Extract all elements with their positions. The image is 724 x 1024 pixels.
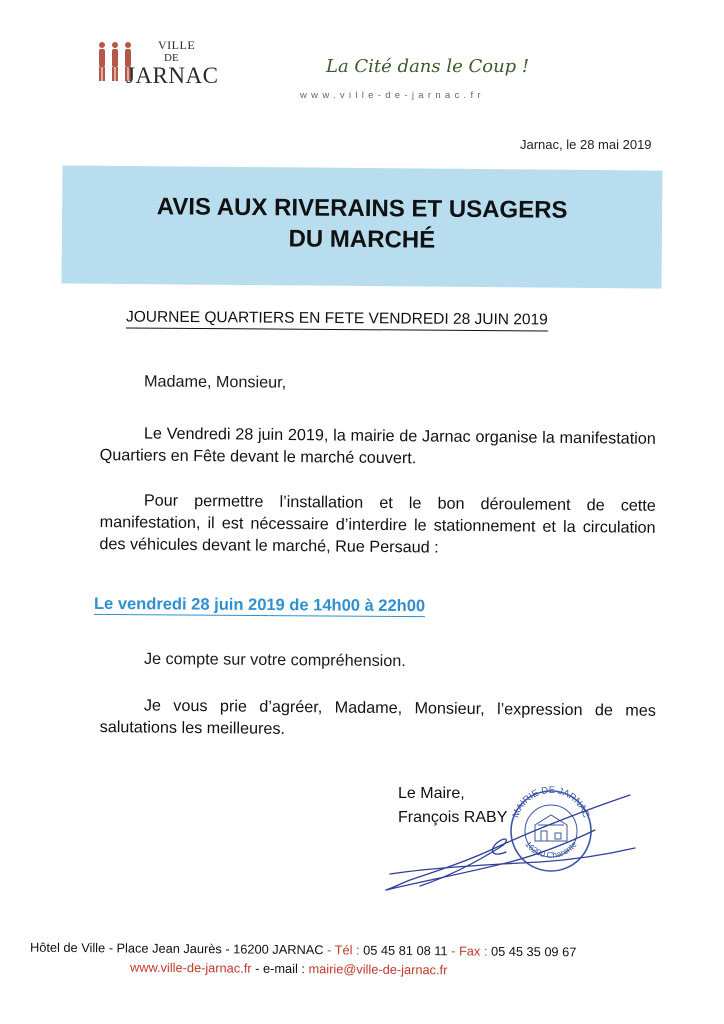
jarnac-logo: [96, 38, 236, 98]
stamp-bottom-text: 16200 Charente: [523, 839, 579, 860]
paragraph-2-block: [99, 489, 656, 561]
notice-title: [62, 190, 663, 257]
logo-de-text: DE: [164, 52, 179, 64]
footer-contact-line: Hôtel de Ville - Place Jean Jaurès - 16200 JARNAC - Tél : 05 45 81 08 11 - Fax : 05 45 35 09 67: [29, 939, 577, 960]
paragraph-4-block: [100, 694, 656, 744]
footer-fax-label: Fax :: [458, 943, 488, 959]
footer-email-link[interactable]: mairie@ville-de-jarnac.fr: [308, 961, 448, 978]
footer-tel: 05 45 81 08 11: [363, 942, 448, 959]
paragraph-2: Pour permettre l’installation et le bon déroulement de cette manifestation, il est nécessaire d’interdire le stationnement et la circulation des véhicules devant le marché, Rue Persaud :: [99, 491, 656, 557]
notice-title-line1: AVIS AUX RIVERAINS ET USAGERS: [156, 193, 568, 224]
paragraph-1-block: [100, 422, 656, 472]
paragraph-1: Le Vendredi 28 juin 2019, la mairie de Jarnac organise la manifestation Quartiers en Fête devant le marché couvert.: [99, 424, 656, 468]
stamp-top-text: MAIRIE DE JARNAC: [510, 784, 592, 820]
footer-address: Hôtel de Ville - Place Jean Jaurès - 16200 JARNAC: [29, 939, 324, 958]
paragraph-3: Je compte sur votre compréhension.: [143, 649, 406, 671]
signature-name: François RABY: [398, 809, 508, 826]
slogan: La Cité dans le Coup !: [326, 56, 530, 77]
signature-role: Le Maire,: [398, 785, 465, 802]
event-subtitle: JOURNEE QUARTIERS EN FETE VENDREDI 28 JUIN 2019: [126, 309, 548, 332]
footer-fax: 05 45 35 09 67: [490, 943, 577, 960]
header-website[interactable]: www.ville-de-jarnac.fr: [300, 90, 485, 101]
handwritten-signature: [380, 790, 640, 900]
footer-website-link[interactable]: www.ville-de-jarnac.fr: [129, 959, 252, 976]
footer-web-line: www.ville-de-jarnac.fr - e-mail : mairie@ville-de-jarnac.fr: [129, 959, 448, 978]
notice-title-line2: DU MARCHÉ: [288, 225, 436, 254]
footer-email-label: e-mail :: [262, 960, 306, 977]
paragraph-4: Je vous prie d’agréer, Madame, Monsieur, l’expression de mes salutations les meilleures.: [99, 696, 656, 738]
salutation: Madame, Monsieur,: [143, 372, 287, 392]
logo-jarnac-text: JARNAC: [126, 63, 219, 88]
logo-ville-text: VILLE: [158, 38, 196, 52]
letter-date: Jarnac, le 28 mai 2019: [520, 137, 652, 152]
closure-time-highlight: Le vendredi 28 juin 2019 de 14h00 à 22h00: [93, 594, 426, 616]
footer-tel-label: Tél :: [334, 942, 360, 958]
